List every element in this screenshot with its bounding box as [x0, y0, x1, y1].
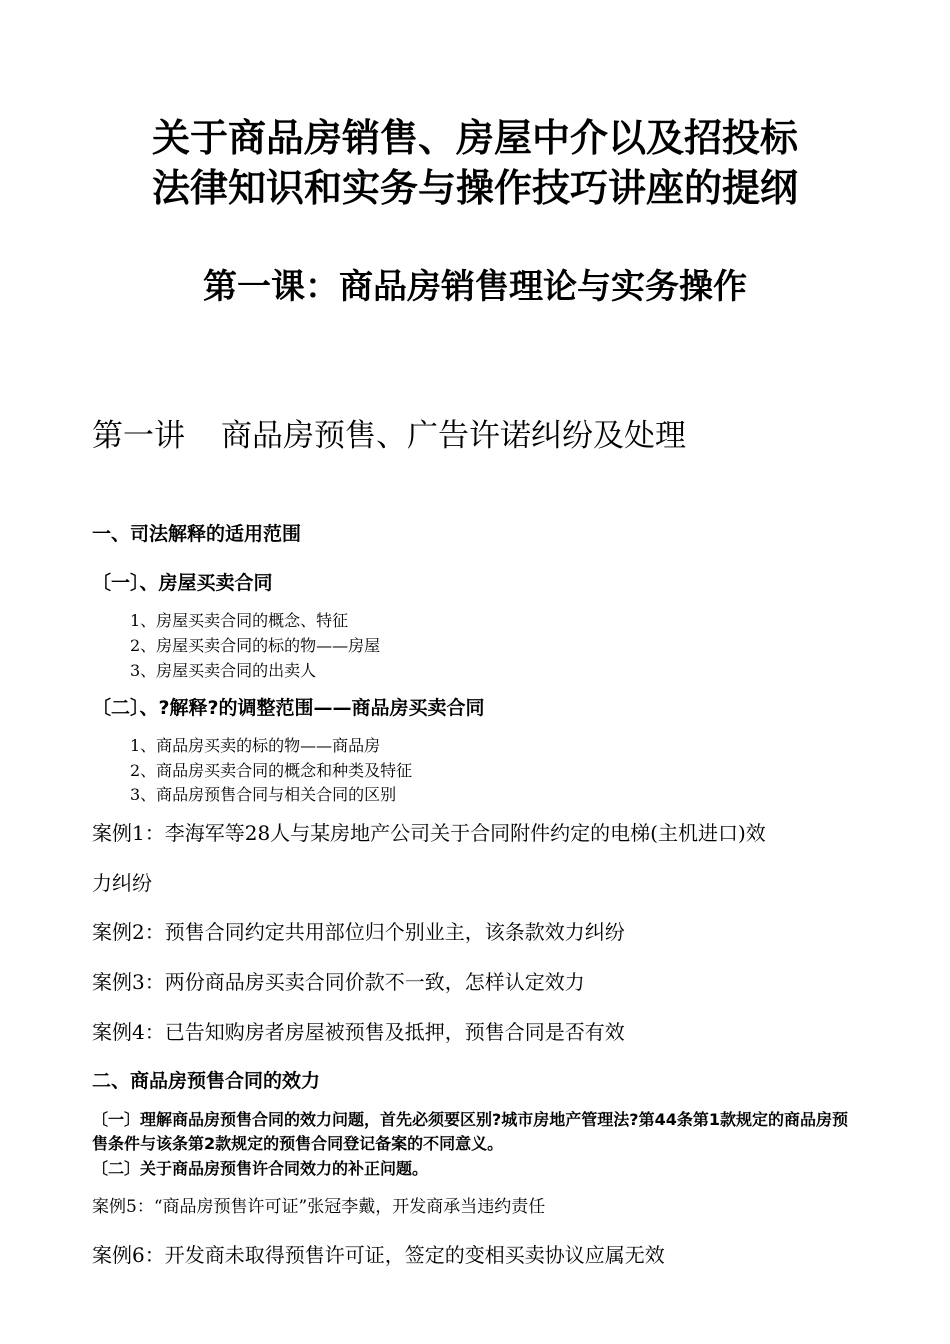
list-item: 2、房屋买卖合同的标的物——房屋: [130, 636, 381, 655]
list-item: 2、商品房买卖合同的概念和种类及特征: [130, 761, 413, 780]
case-item: 案例6：开发商未取得预售许可证，签定的变相买卖协议应属无效: [92, 1243, 665, 1267]
course-title: 第一课：商品房销售理论与实务操作: [203, 267, 747, 307]
subsection-2-heading: 〔二〕、?解释?的调整范围——商品房买卖合同: [92, 697, 485, 719]
lecture-title: 商品房预售、广告许诺纠纷及处理: [221, 418, 686, 454]
list-item: 3、商品房预售合同与相关合同的区别: [130, 785, 397, 804]
list-item: 1、房屋买卖合同的概念、特征: [130, 611, 349, 630]
section-1-heading: 一、司法解释的适用范围: [92, 523, 302, 545]
case-item: 案例3：两份商品房买卖合同价款不一致，怎样认定效力: [92, 970, 585, 994]
paragraph: 〔一〕理解商品房预售合同的效力问题，首先必须要区别?城市房地产管理法?第44条第1款规定的商品房预售条件与该条第2款规定的预售合同登记备案的不同意义。: [92, 1110, 848, 1153]
lecture-heading: [92, 416, 686, 456]
lecture-number: 第一讲: [92, 418, 185, 454]
subsection-1-heading: 〔一〕、房屋买卖合同: [92, 572, 273, 594]
document-title-line-2: 法律知识和实务与操作技巧讲座的提纲: [151, 166, 798, 210]
case-item: 案例2：预售合同约定共用部位归个别业主，该条款效力纠纷: [92, 920, 625, 944]
case-item: 案例4：已告知购房者房屋被预售及抵押，预售合同是否有效: [92, 1020, 625, 1044]
list-item: 3、房屋买卖合同的出卖人: [130, 661, 317, 680]
document-title-line-1: 关于商品房销售、房屋中介以及招投标: [151, 116, 798, 160]
paragraph: 〔二〕关于商品房预售许合同效力的补正问题。: [92, 1159, 429, 1178]
case-item: 力纠纷: [92, 871, 152, 895]
section-2-heading: 二、商品房预售合同的效力: [92, 1070, 321, 1092]
list-item: 1、商品房买卖的标的物——商品房: [130, 736, 381, 755]
case-item: 案例1：李海军等28人与某房地产公司关于合同附件约定的电梯(主机进口)效: [92, 821, 766, 845]
case-item: 案例5：“商品房预售许可证”张冠李戴，开发商承当违约责任: [92, 1197, 546, 1217]
